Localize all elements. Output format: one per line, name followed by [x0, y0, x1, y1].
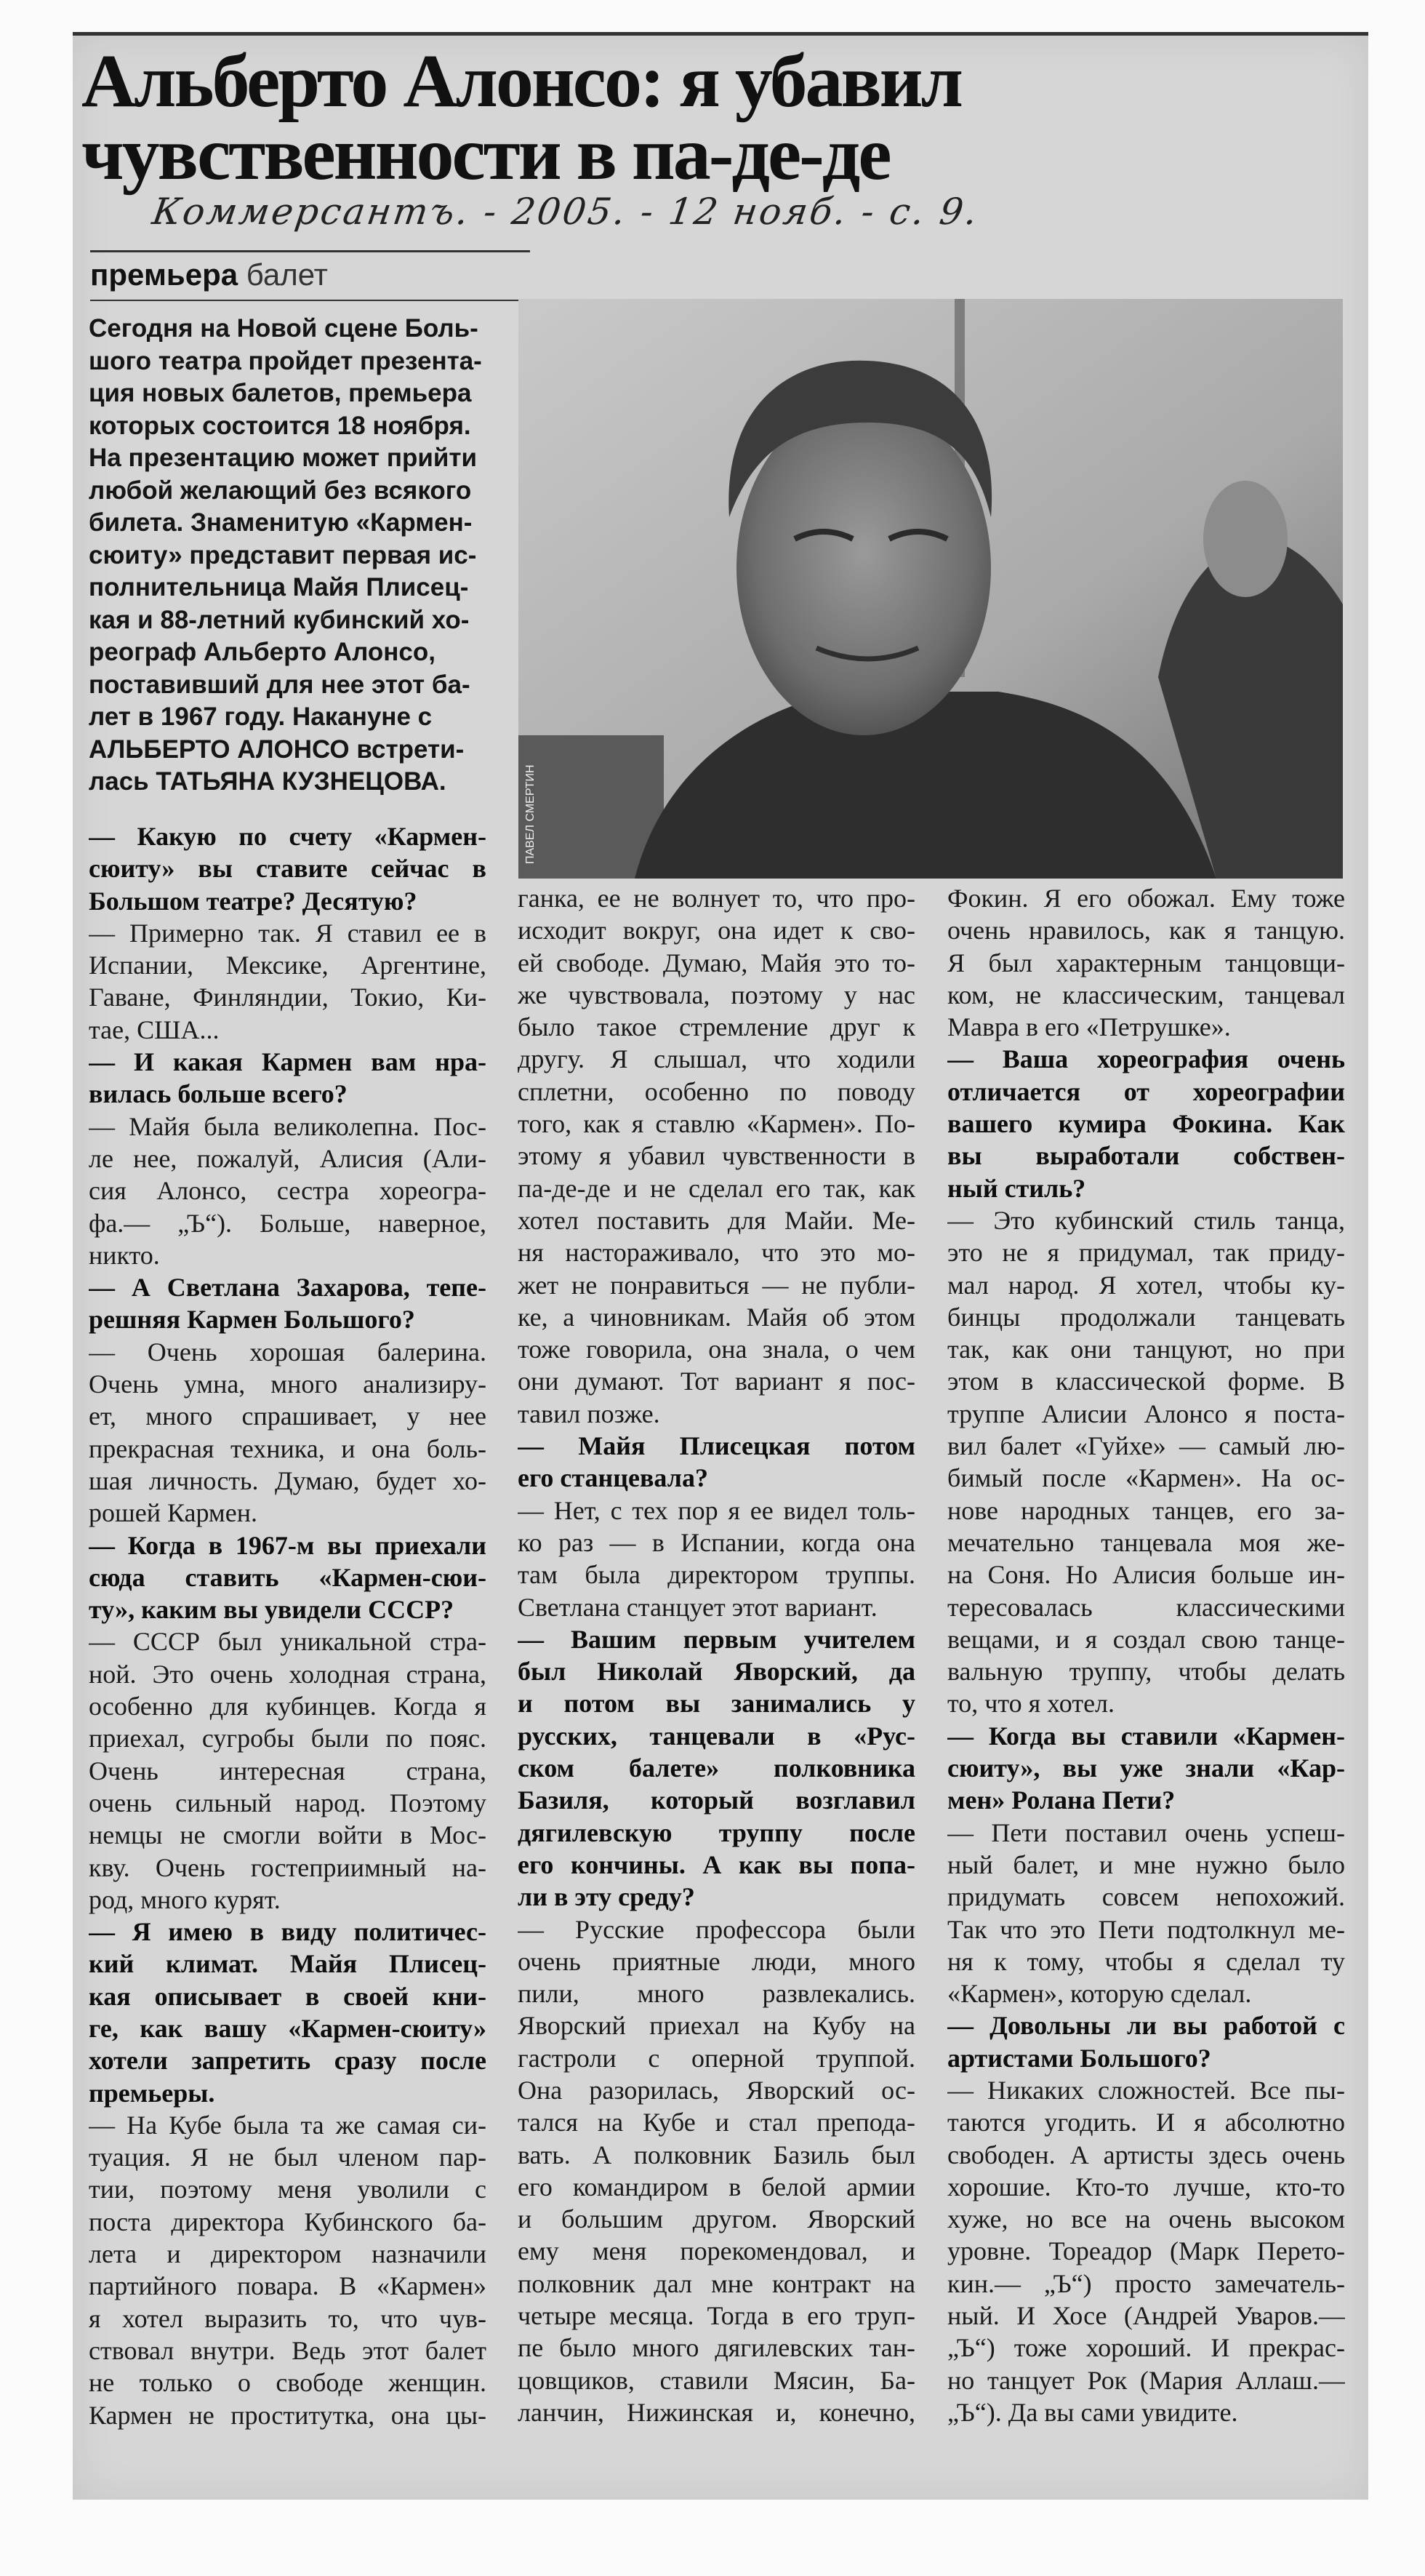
answer-line: — На Кубе была та же самая си- — [89, 2110, 486, 2140]
question-line: — Я имею в виду политичес- — [89, 1917, 486, 1947]
answer-line: ный балет, и мне нужно было — [947, 1849, 1345, 1879]
answer-line: — Очень хорошая балерина. — [89, 1337, 486, 1367]
answer-line: этом в классической форме. В — [947, 1367, 1345, 1396]
answer-line: хотел поставить для Майи. Ме- — [518, 1205, 915, 1235]
lead-line: лась ТАТЬЯНА КУЗНЕЦОВА. — [89, 767, 446, 796]
question-line: его станцевала? — [518, 1463, 708, 1493]
answer-line: другу. Я слышал, что ходили — [518, 1044, 915, 1074]
answer-line: — Примерно так. Я ставил ее в — [89, 918, 486, 948]
question-line: — Майя Плисецкая потом — [518, 1431, 915, 1461]
lead-line: АЛЬБЕРТО АЛОНСО встрети- — [89, 735, 465, 764]
rubric-section: премьера — [90, 257, 238, 292]
answer-line: очень приятные люди, много — [518, 1946, 915, 1976]
lead-line: билета. Знаменитую «Кармен- — [89, 508, 473, 537]
answer-line: и большим другом. Яворский — [518, 2204, 915, 2234]
question-line: вилась больше всего? — [89, 1079, 348, 1109]
answer-line: хорошие. Кто-то лучше, кто-то — [947, 2172, 1345, 2201]
headline-line-1: Альберто Алонсо: я убавил — [81, 39, 961, 123]
answer-line: тересовалась классическими — [947, 1592, 1345, 1622]
answer-line: пе было много дягилевских тан- — [518, 2333, 915, 2363]
answer-line: фа.— „Ъ“). Больше, наверное, — [89, 1208, 486, 1238]
answer-line: вил балет «Гуйхе» — самый лю- — [947, 1431, 1345, 1461]
portrait-photo — [518, 299, 1343, 879]
answer-line: того, как я ставлю «Кармен». По- — [518, 1109, 915, 1139]
question-line: ском балете» полковника — [518, 1753, 915, 1783]
answer-line: Кармен не проститутка, она цы- — [89, 2400, 486, 2430]
answer-line: партийного повара. В «Кармен» — [89, 2271, 486, 2301]
answer-line: ланчин, Нижинская и, конечно, — [518, 2397, 915, 2427]
handwritten-source-note: Коммерсантъ. - 2005. - 12 нояб. - с. 9. — [149, 191, 982, 233]
answer-line: — Нет, с тех пор я ее видел толь- — [518, 1495, 915, 1525]
answer-line: Очень умна, много анализиру- — [89, 1369, 486, 1399]
answer-line: жет не понравиться — не публи- — [518, 1270, 915, 1300]
answer-line: так, как они танцуют, но при — [947, 1335, 1345, 1364]
answer-line: ле нее, пожалуй, Алисия (Али- — [89, 1143, 486, 1173]
answer-line: — Русские профессора были — [518, 1914, 915, 1944]
lead-line: сюиту» представит первая ис- — [89, 540, 477, 569]
article-column-3 — [947, 882, 1345, 2428]
question-line: Базиля, который возглавил — [518, 1785, 915, 1815]
answer-line: пили, много развлекались. — [518, 1979, 915, 2009]
headline-line-2: чувственности в па-де-де — [81, 112, 890, 196]
question-line: решняя Кармен Большого? — [89, 1305, 415, 1335]
answer-line: прекрасная техника, и она боль- — [89, 1433, 486, 1463]
answer-line: очень сильный народ. Поэтому — [89, 1788, 486, 1817]
question-line: вашего кумира Фокина. Как — [947, 1109, 1345, 1139]
answer-line: труппе Алисии Алонсо я поста- — [947, 1399, 1345, 1428]
answer-line: Испании, Мексике, Аргентине, — [89, 951, 486, 980]
answer-line: Гаване, Финляндии, Токио, Ки- — [89, 983, 486, 1012]
answer-line: гастроли с оперной труппой. — [518, 2043, 915, 2073]
question-line: кий климат. Майя Плисец- — [89, 1949, 486, 1979]
answer-line: Я был характерным танцовщи- — [947, 948, 1345, 977]
lead-line: поставивший для нее этот ба- — [89, 670, 470, 699]
answer-line: бинцы продолжали танцевать — [947, 1302, 1345, 1332]
question-line: дягилевскую труппу после — [518, 1817, 915, 1847]
answer-line: — Это кубинский стиль танца, — [947, 1205, 1345, 1235]
answer-line: вальную труппу, чтобы делать — [947, 1657, 1345, 1687]
lead-line: ция новых балетов, премьера — [89, 379, 472, 407]
answer-line: ему меня порекомендовал, и — [518, 2236, 915, 2266]
question-line: ге, как вашу «Кармен-сюиту» — [89, 2013, 486, 2043]
question-line: хотели запретить сразу после — [89, 2046, 486, 2076]
answer-line: же чувствовала, поэтому у нас — [518, 980, 915, 1009]
question-line: артистами Большого? — [947, 2043, 1211, 2073]
question-line: мен» Ролана Пети? — [947, 1785, 1176, 1815]
answer-line: этому я убавил чувственности в — [518, 1141, 915, 1171]
article-column-1 — [89, 820, 486, 2431]
answer-line: таются угодить. И я абсолютно — [947, 2108, 1345, 2137]
answer-line: но танцует Рок (Мария Аллаш.— — [947, 2365, 1345, 2395]
question-line: был Николай Яворский, да — [518, 1657, 915, 1687]
question-line: ту», каким вы увидели СССР? — [89, 1595, 454, 1625]
answer-line: ный. И Хосе (Андрей Уваров.— — [947, 2301, 1345, 2331]
question-line: сюда ставить «Кармен-сюи- — [89, 1562, 486, 1592]
answer-line: ной. Это очень холодная страна, — [89, 1659, 486, 1689]
answer-line: исходит вокруг, она идет к сво- — [518, 916, 915, 945]
answer-line: бимый после «Кармен». На ос- — [947, 1463, 1345, 1493]
portrait-image — [518, 299, 1343, 879]
lead-line: которых состоится 18 ноября. — [89, 411, 471, 440]
answer-line: придумать совсем непохожий. — [947, 1882, 1345, 1912]
answer-line: Так что это Пети подтолкнул ме- — [947, 1914, 1345, 1944]
answer-line: „Ъ“) тоже хороший. И прекрас- — [947, 2333, 1345, 2363]
answer-line: туация. Я не был членом пар- — [89, 2143, 486, 2172]
article-column-2 — [518, 882, 915, 2428]
answer-line: — Пети поставил очень успеш- — [947, 1817, 1345, 1847]
answer-line: тавил позже. — [518, 1399, 660, 1428]
question-line: и потом вы занимались у — [518, 1689, 915, 1719]
answer-line: Светлана станцует этот вариант. — [518, 1592, 878, 1622]
answer-line: на Соня. Но Алисия больше ин- — [947, 1560, 1345, 1590]
answer-line: было такое стремление друг к — [518, 1012, 915, 1042]
question-line: отличается от хореографии — [947, 1076, 1345, 1106]
headline — [81, 39, 961, 196]
lead-line: шого театра пройдет презента- — [89, 346, 482, 375]
answer-line: вещами, и я создал свою танце- — [947, 1624, 1345, 1654]
answer-line: тае, США... — [89, 1015, 220, 1044]
question-line: кая описывает в своей кни- — [89, 1981, 486, 2011]
answer-line: — Майя была великолепна. Пос- — [89, 1111, 486, 1141]
answer-line: хуже, но все на очень высоком — [947, 2204, 1345, 2234]
question-line: — Когда в 1967-м вы приехали — [89, 1530, 486, 1560]
answer-line: Мавра в его «Петрушке». — [947, 1012, 1231, 1042]
question-line: — Когда вы ставили «Кармен- — [947, 1721, 1345, 1751]
answer-line: уровне. Тореадор (Марк Перето- — [947, 2236, 1345, 2266]
answer-line: немцы не смогли войти в Мос- — [89, 1820, 486, 1850]
question-line: — Ваша хореография очень — [947, 1044, 1345, 1074]
answer-line: Яворский приехал на Кубу на — [518, 2011, 915, 2041]
answer-line: — СССР был уникальной стра- — [89, 1627, 486, 1657]
answer-line: Очень интересная страна, — [89, 1756, 486, 1785]
rubric — [90, 257, 328, 292]
answer-line: не только о свободе женщин. — [89, 2368, 486, 2398]
answer-line: ня к тому, чтобы я сделал ту — [947, 1946, 1345, 1976]
answer-line: «Кармен», которую сделал. — [947, 1979, 1252, 2009]
rubric-rule-top — [90, 250, 530, 252]
lead-paragraph — [89, 313, 481, 799]
answer-line: па-де-де и не сделал его так, как — [518, 1173, 915, 1203]
answer-line: ствовал внутри. Ведь этот балет — [89, 2335, 486, 2365]
answer-line: ей свободе. Думаю, Майя это то- — [518, 948, 915, 977]
answer-line: вать. А полковник Базиль был — [518, 2140, 915, 2169]
answer-line: никто. — [89, 1240, 160, 1270]
answer-line: нове народных танцев, его за- — [947, 1495, 1345, 1525]
question-line: ный стиль? — [947, 1173, 1086, 1203]
answer-line: то, что я хотел. — [947, 1689, 1115, 1719]
question-line: русских, танцевали в «Рус- — [518, 1721, 915, 1751]
answer-line: его командиром в белой армии — [518, 2172, 915, 2201]
question-line: — Какую по счету «Кармен- — [89, 822, 486, 851]
answer-line: мал народ. Я хотел, чтобы ку- — [947, 1270, 1345, 1300]
answer-line: сия Алонсо, сестра хореогра- — [89, 1176, 486, 1206]
answer-line: кин.— „Ъ“) просто замечатель- — [947, 2268, 1345, 2298]
question-line: вы выработали собствен- — [947, 1141, 1345, 1171]
answer-line: ке, а чиновникам. Майя об этом — [518, 1302, 915, 1332]
answer-line: Она разорилась, Яворский ос- — [518, 2075, 915, 2105]
answer-line: это не я придумал, так приду- — [947, 1238, 1345, 1268]
question-line: — Вашим первым учителем — [518, 1624, 915, 1654]
question-line: сюиту» вы ставите сейчас в — [89, 854, 486, 884]
answer-line: цовщиков, ставили Мясин, Ба- — [518, 2365, 915, 2395]
answer-line: поста директора Кубинского ба- — [89, 2207, 486, 2236]
answer-line: Фокин. Я его обожал. Ему тоже — [947, 884, 1345, 913]
answer-line: очень нравилось, как я танцую. — [947, 916, 1345, 945]
answer-line: тался на Кубе и стал препода- — [518, 2108, 915, 2137]
answer-line: рошей Кармен. — [89, 1498, 257, 1528]
question-line: Большом театре? Десятую? — [89, 886, 417, 916]
answer-line: кву. Очень гостеприимный на- — [89, 1852, 486, 1882]
answer-line: там была директором труппы. — [518, 1560, 915, 1590]
answer-line: тоже говорила, она знала, о чем — [518, 1335, 915, 1364]
rubric-genre: балет — [246, 257, 328, 292]
answer-line: „Ъ“). Да вы сами увидите. — [947, 2397, 1238, 2427]
answer-line: я хотел выразить то, что чув- — [89, 2303, 486, 2333]
lead-line: полнительница Майя Плисец- — [89, 573, 469, 601]
answer-line: род, много курят. — [89, 1884, 281, 1914]
question-line: — Довольны ли вы работой с — [947, 2011, 1345, 2041]
answer-line: ком, не классическим, танцевал — [947, 980, 1345, 1009]
answer-line: мечательно танцевала моя же- — [947, 1527, 1345, 1557]
question-line: ли в эту среду? — [518, 1882, 695, 1912]
answer-line: тии, поэтому меня уволили с — [89, 2175, 486, 2204]
answer-line: ко раз — в Испании, когда она — [518, 1527, 915, 1557]
lead-line: любой желающий без всякого — [89, 476, 472, 505]
lead-line: кая и 88-летний кубинский хо- — [89, 605, 470, 634]
question-line: — А Светлана Захарова, тепе- — [89, 1273, 486, 1303]
question-line: — И какая Кармен вам нра- — [89, 1047, 486, 1077]
answer-line: они думают. Тот вариант я пос- — [518, 1367, 915, 1396]
answer-line: четыре месяца. Тогда в его труп- — [518, 2301, 915, 2331]
lead-line: реограф Альберто Алонсо, — [89, 638, 435, 666]
photo-credit: ПАВЕЛ СМЕРТИН — [524, 764, 537, 864]
answer-line: особенно для кубинцев. Когда я — [89, 1692, 486, 1721]
question-line: сюиту», вы уже знали «Кар- — [947, 1753, 1345, 1783]
lead-line: лет в 1967 году. Накануне с — [89, 703, 433, 731]
answer-line: свободен. А артисты здесь очень — [947, 2140, 1345, 2169]
answer-line: полковник дал мне контракт на — [518, 2268, 915, 2298]
answer-line: ня настораживало, что это мо- — [518, 1238, 915, 1268]
answer-line: сплетни, особенно по поводу — [518, 1076, 915, 1106]
lead-line: Сегодня на Новой сцене Боль- — [89, 314, 478, 343]
rubric-rule-bottom — [90, 300, 530, 301]
question-line: его кончины. А как вы попа- — [518, 1849, 915, 1879]
answer-line: ганка, ее не волнует то, что про- — [518, 884, 915, 913]
answer-line: — Никаких сложностей. Все пы- — [947, 2075, 1345, 2105]
lead-line: На презентацию может прийти — [89, 444, 478, 472]
question-line: премьеры. — [89, 2078, 215, 2108]
answer-line: лета и директором назначили — [89, 2239, 486, 2269]
answer-line: ет, много спрашивает, у нее — [89, 1401, 486, 1431]
answer-line: приехал, сугробы были по пояс. — [89, 1724, 486, 1753]
answer-line: шая личность. Думаю, будет хо- — [89, 1465, 486, 1495]
